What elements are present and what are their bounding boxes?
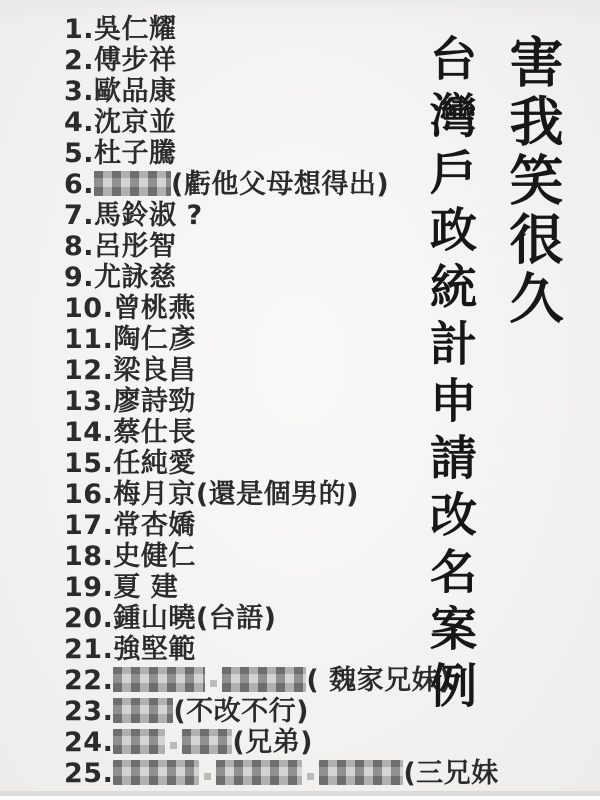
item-name: 史健仁: [113, 541, 196, 572]
censored-name-block: [216, 760, 302, 785]
item-name: 曾桃燕: [113, 293, 196, 324]
item-name: 吳仁耀: [94, 14, 177, 45]
item-name: 常杏嬌: [113, 510, 196, 541]
censored-name-block: [182, 729, 232, 754]
censored-name-block: [113, 667, 205, 692]
item-number: 24.: [64, 727, 114, 758]
item-number: 2.: [64, 45, 95, 76]
item-number: 4.: [64, 107, 95, 138]
censored-name-block: [222, 667, 306, 692]
item-number: 1.: [64, 14, 95, 45]
item-name: 陶仁彥: [113, 324, 196, 355]
item-number: 21.: [64, 634, 114, 665]
item-name: 歐品康: [94, 76, 177, 107]
list-item: [64, 758, 534, 789]
item-number: 8.: [64, 231, 95, 262]
censor-separator: [165, 733, 182, 753]
item-name: 梅月京: [113, 479, 196, 510]
item-number: 17.: [64, 510, 114, 541]
censored-name-block: [113, 698, 173, 723]
item-number: 3.: [64, 76, 95, 107]
item-name: 蔡仕長: [113, 417, 196, 448]
photo-bottom-edge: [0, 791, 600, 796]
item-name: 任純愛: [113, 448, 196, 479]
item-number: 10.: [64, 293, 114, 324]
item-number: 16.: [64, 479, 114, 510]
headline-line-2: 台灣戶政統計申請改名案例: [422, 34, 477, 718]
item-number: 14.: [64, 417, 114, 448]
item-note: (台語): [195, 603, 277, 634]
item-number: 22.: [64, 665, 114, 696]
censored-name-block: [113, 760, 199, 785]
item-name: 傅步祥: [94, 45, 177, 76]
item-number: 5.: [64, 138, 95, 169]
item-name: 鍾山曉: [113, 603, 196, 634]
item-name: 呂彤智: [94, 231, 177, 262]
censored-name-block: [94, 171, 171, 196]
item-note: ?: [176, 200, 203, 231]
item-number: 18.: [64, 541, 114, 572]
item-number: 9.: [64, 262, 95, 293]
item-note: (兄弟): [232, 727, 314, 758]
censor-separator: [205, 671, 222, 691]
item-number: 13.: [64, 386, 114, 417]
photo-top-edge: [0, 0, 600, 5]
vertical-headline: [416, 34, 572, 718]
item-name: 廖詩勁: [113, 386, 196, 417]
item-note: (三兄妹: [403, 758, 499, 789]
item-name: 沈京並: [94, 107, 177, 138]
item-number: 20.: [64, 603, 114, 634]
item-number: 7.: [64, 200, 95, 231]
item-name: 梁良昌: [113, 355, 196, 386]
censor-separator: [302, 764, 319, 784]
item-number: 15.: [64, 448, 114, 479]
list-item: [64, 727, 534, 758]
item-number: 23.: [64, 696, 114, 727]
item-name: 馬鈴淑: [94, 200, 177, 231]
item-note: (虧他父母想得出): [171, 169, 390, 200]
censor-separator: [199, 764, 216, 784]
item-note: ( 魏家兄妹): [306, 665, 452, 696]
item-name: 尤詠慈: [94, 262, 177, 293]
item-note: (不改不行): [173, 696, 310, 727]
item-number: 25.: [64, 758, 114, 789]
item-number: 6.: [64, 169, 95, 200]
censored-name-block: [319, 760, 403, 785]
item-name: 強堅範: [113, 634, 196, 665]
censored-name-block: [113, 729, 165, 754]
item-number: 12.: [64, 355, 114, 386]
item-number: 11.: [64, 324, 114, 355]
item-name: 夏 建: [113, 572, 179, 603]
item-name: 杜子騰: [94, 138, 177, 169]
item-number: 19.: [64, 572, 114, 603]
item-note: (還是個男的): [195, 479, 360, 510]
headline-line-1: 害我笑很久: [501, 34, 565, 329]
